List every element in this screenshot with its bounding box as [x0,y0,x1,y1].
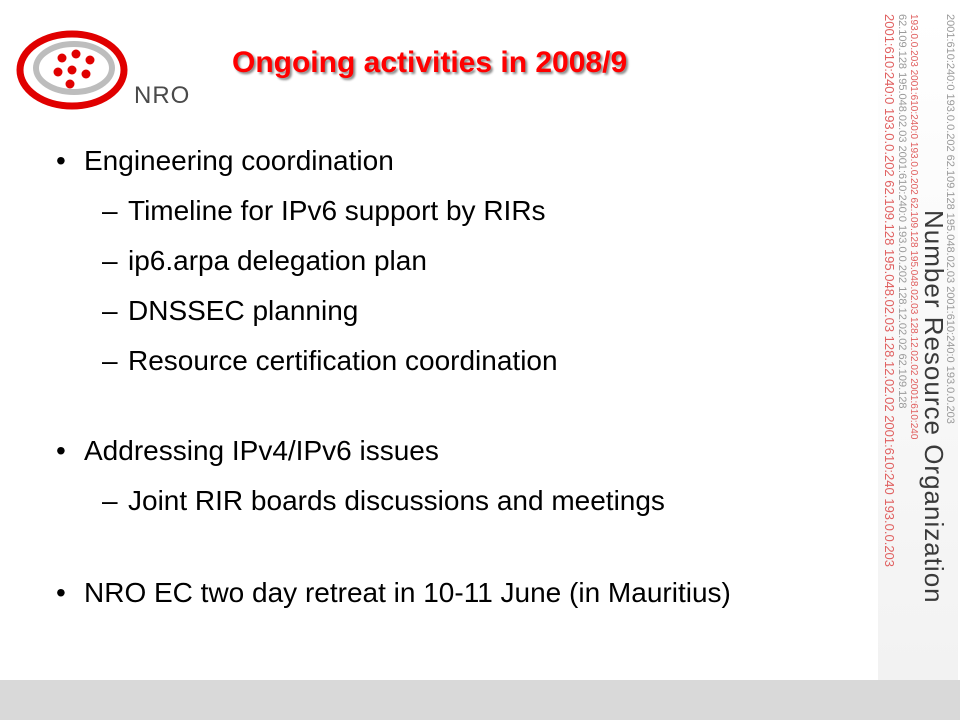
bullet-mark: • [56,145,66,176]
footer-band [0,680,960,720]
bullet-text: Engineering coordination [84,145,394,176]
sidebar-address-line: 193.0.0.203 2001:610:240:0 193.0.0.202 62.109.128 195.048.02.03 128.12.02.02 2001:610:240 [908,14,919,440]
logo-text: NRO [134,82,191,109]
sub-bullet-text: Timeline for IPv6 support by RIRs [128,195,546,226]
sub-bullet-text: DNSSEC planning [128,295,359,326]
sub-bullet-text: ip6.arpa delegation plan [128,245,427,276]
slide-title: Ongoing activities in 2008/9 [232,46,628,79]
dash-mark: – [102,485,118,516]
sub-bullet-text: Joint RIR boards discussions and meetings [128,485,665,516]
nro-logo [14,24,214,114]
sub-bullet-text: Resource certification coordination [128,345,558,376]
sidebar-decoration [878,14,958,680]
sidebar-address-line: 62.109.128 195.048.02.03 2001:610:240:0 193.0.0.202 128.12.02.02 62.109.128 [896,14,908,409]
sidebar-address-line: 2001:610:240:0 193.0.0.202 62.109.128 195.048.02.03 2001:610:240:0 193.0.0.203 [944,14,956,424]
sidebar-address-line: 2001:610:240:0 193.0.0.202 62.109.128 195.048.02.03 128.12.02.02 2001:610:240 193.0.0.203 [882,14,897,568]
organization-name: Number Resource Organization [919,210,949,604]
bullet-mark: • [56,577,66,608]
bullet-mark: • [56,435,66,466]
dash-mark: – [102,195,118,226]
dash-mark: – [102,295,118,326]
bullet-text: NRO EC two day retreat in 10-11 June (in Mauritius) [84,577,731,608]
dash-mark: – [102,345,118,376]
bullet-text: Addressing IPv4/IPv6 issues [84,435,439,466]
dash-mark: – [102,245,118,276]
nro-logo-mark-icon [14,24,134,114]
